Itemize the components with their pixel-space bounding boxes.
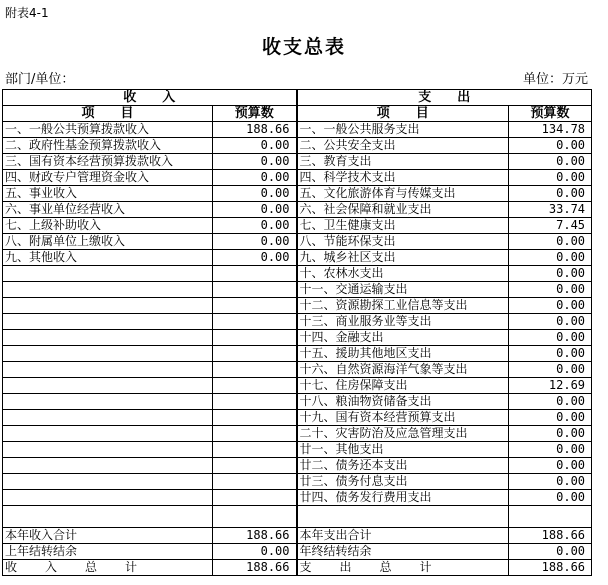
total-income-item: 上年结转结余 (3, 544, 213, 560)
table-row (3, 170, 592, 186)
income-value (213, 490, 297, 506)
table-row (3, 458, 592, 474)
income-item: 五、事业收入 (3, 186, 213, 202)
income-item (3, 458, 213, 474)
blank-row (3, 506, 592, 528)
income-item (3, 330, 213, 346)
income-item (3, 266, 213, 282)
income-item (3, 426, 213, 442)
table-row (3, 122, 592, 138)
expense-value: 0.00 (509, 234, 592, 250)
expense-value: 0.00 (509, 266, 592, 282)
income-value: 0.00 (213, 250, 297, 266)
total-expense-item: 支出总计 (297, 560, 509, 576)
income-item: 九、其他收入 (3, 250, 213, 266)
income-item (3, 298, 213, 314)
income-value (213, 266, 297, 282)
expense-value: 33.74 (509, 202, 592, 218)
expense-value: 7.45 (509, 218, 592, 234)
income-item (3, 314, 213, 330)
expense-item: 十八、粮油物资储备支出 (297, 394, 509, 410)
total-expense-item: 本年支出合计 (297, 528, 509, 544)
blank-cell (213, 506, 297, 528)
table-row (3, 330, 592, 346)
appendix-label: 附表4-1 (5, 6, 49, 20)
table-row (3, 266, 592, 282)
unit-label: 单位：万元 (522, 72, 588, 87)
income-item: 二、政府性基金预算拨款收入 (3, 138, 213, 154)
expense-item: 二十、灾害防治及应急管理支出 (297, 426, 509, 442)
income-item (3, 378, 213, 394)
department-label: 部门/单位： (5, 72, 75, 87)
expense-item: 十六、自然资源海洋气象等支出 (297, 362, 509, 378)
expense-item: 十九、国有资本经营预算支出 (297, 410, 509, 426)
table-row (3, 474, 592, 490)
income-item (3, 362, 213, 378)
expense-value: 0.00 (509, 314, 592, 330)
income-value (213, 330, 297, 346)
expense-item: 三、教育支出 (297, 154, 509, 170)
table-row (3, 394, 592, 410)
income-item (3, 490, 213, 506)
income-value (213, 362, 297, 378)
income-item (3, 410, 213, 426)
total-row (3, 560, 592, 576)
income-section-header: 收 入 (3, 90, 297, 106)
expense-item: 廿二、债务还本支出 (297, 458, 509, 474)
income-value (213, 282, 297, 298)
income-value (213, 298, 297, 314)
total-income-value: 188.66 (213, 560, 297, 576)
table-row (3, 346, 592, 362)
income-item (3, 474, 213, 490)
expense-value: 0.00 (509, 250, 592, 266)
section-header-row (3, 90, 592, 106)
income-item: 一、一般公共预算拨款收入 (3, 122, 213, 138)
table-row (3, 490, 592, 506)
table-row (3, 282, 592, 298)
income-item: 六、事业单位经营收入 (3, 202, 213, 218)
income-value: 0.00 (213, 154, 297, 170)
income-item (3, 442, 213, 458)
income-value (213, 426, 297, 442)
table-row (3, 362, 592, 378)
table-row (3, 442, 592, 458)
expense-value: 0.00 (509, 282, 592, 298)
budget-table (2, 89, 592, 576)
expense-value: 0.00 (509, 154, 592, 170)
income-item-header: 项 目 (3, 106, 213, 122)
expense-item: 九、城乡社区支出 (297, 250, 509, 266)
table-row (3, 234, 592, 250)
budget-table-body (3, 90, 592, 576)
expense-item: 十一、交通运输支出 (297, 282, 509, 298)
expense-item: 六、社会保障和就业支出 (297, 202, 509, 218)
expense-value: 0.00 (509, 186, 592, 202)
income-value (213, 458, 297, 474)
income-value: 0.00 (213, 218, 297, 234)
expense-item: 十七、住房保障支出 (297, 378, 509, 394)
table-row (3, 314, 592, 330)
table-row (3, 186, 592, 202)
table-row (3, 426, 592, 442)
expense-section-header: 支 出 (297, 90, 592, 106)
total-income-item: 本年收入合计 (3, 528, 213, 544)
column-header-row (3, 106, 592, 122)
table-row (3, 298, 592, 314)
expense-item: 十、农林水支出 (297, 266, 509, 282)
expense-value: 0.00 (509, 490, 592, 506)
income-item: 八、附属单位上缴收入 (3, 234, 213, 250)
income-item: 七、上级补助收入 (3, 218, 213, 234)
total-income-item: 收入总计 (3, 560, 213, 576)
income-item: 三、国有资本经营预算拨款收入 (3, 154, 213, 170)
expense-value: 0.00 (509, 394, 592, 410)
total-expense-value: 188.66 (509, 528, 592, 544)
total-income-value: 0.00 (213, 544, 297, 560)
expense-value: 0.00 (509, 170, 592, 186)
income-value (213, 378, 297, 394)
expense-value: 12.69 (509, 378, 592, 394)
expense-item: 二、公共安全支出 (297, 138, 509, 154)
expense-value: 134.78 (509, 122, 592, 138)
expense-value: 0.00 (509, 442, 592, 458)
total-income-value: 188.66 (213, 528, 297, 544)
income-value (213, 442, 297, 458)
table-row (3, 378, 592, 394)
expense-value: 0.00 (509, 426, 592, 442)
blank-cell (509, 506, 592, 528)
expense-item: 八、节能环保支出 (297, 234, 509, 250)
total-row (3, 544, 592, 560)
table-row (3, 250, 592, 266)
income-value: 0.00 (213, 138, 297, 154)
expense-value: 0.00 (509, 138, 592, 154)
income-item (3, 346, 213, 362)
table-row (3, 154, 592, 170)
table-row (3, 218, 592, 234)
expense-value: 0.00 (509, 298, 592, 314)
expense-value: 0.00 (509, 362, 592, 378)
expense-value: 0.00 (509, 330, 592, 346)
expense-budget-header: 预算数 (509, 106, 592, 122)
blank-cell (3, 506, 213, 528)
expense-value: 0.00 (509, 346, 592, 362)
table-row (3, 410, 592, 426)
expense-item: 十三、商业服务业等支出 (297, 314, 509, 330)
income-item (3, 282, 213, 298)
total-expense-item: 年终结转结余 (297, 544, 509, 560)
page-title: 收支总表 (261, 36, 346, 58)
expense-item: 廿四、债务发行费用支出 (297, 490, 509, 506)
income-value (213, 474, 297, 490)
income-budget-header: 预算数 (213, 106, 297, 122)
income-item (3, 394, 213, 410)
total-expense-value: 188.66 (509, 560, 592, 576)
expense-item: 七、卫生健康支出 (297, 218, 509, 234)
expense-item: 十四、金融支出 (297, 330, 509, 346)
total-expense-value: 0.00 (509, 544, 592, 560)
income-value: 0.00 (213, 234, 297, 250)
income-value (213, 314, 297, 330)
income-value (213, 410, 297, 426)
expense-item: 廿三、债务付息支出 (297, 474, 509, 490)
expense-item: 一、一般公共服务支出 (297, 122, 509, 138)
expense-value: 0.00 (509, 410, 592, 426)
income-value (213, 346, 297, 362)
table-row (3, 202, 592, 218)
income-item: 四、财政专户管理资金收入 (3, 170, 213, 186)
expense-item: 五、文化旅游体育与传媒支出 (297, 186, 509, 202)
expense-item: 十二、资源勘探工业信息等支出 (297, 298, 509, 314)
expense-item-header: 项 目 (297, 106, 509, 122)
expense-value: 0.00 (509, 474, 592, 490)
expense-item: 廿一、其他支出 (297, 442, 509, 458)
expense-item: 四、科学技术支出 (297, 170, 509, 186)
income-value: 188.66 (213, 122, 297, 138)
income-value (213, 394, 297, 410)
income-value: 0.00 (213, 202, 297, 218)
income-value: 0.00 (213, 186, 297, 202)
expense-item: 十五、援助其他地区支出 (297, 346, 509, 362)
expense-value: 0.00 (509, 458, 592, 474)
blank-cell (297, 506, 509, 528)
total-row (3, 528, 592, 544)
table-row (3, 138, 592, 154)
income-value: 0.00 (213, 170, 297, 186)
